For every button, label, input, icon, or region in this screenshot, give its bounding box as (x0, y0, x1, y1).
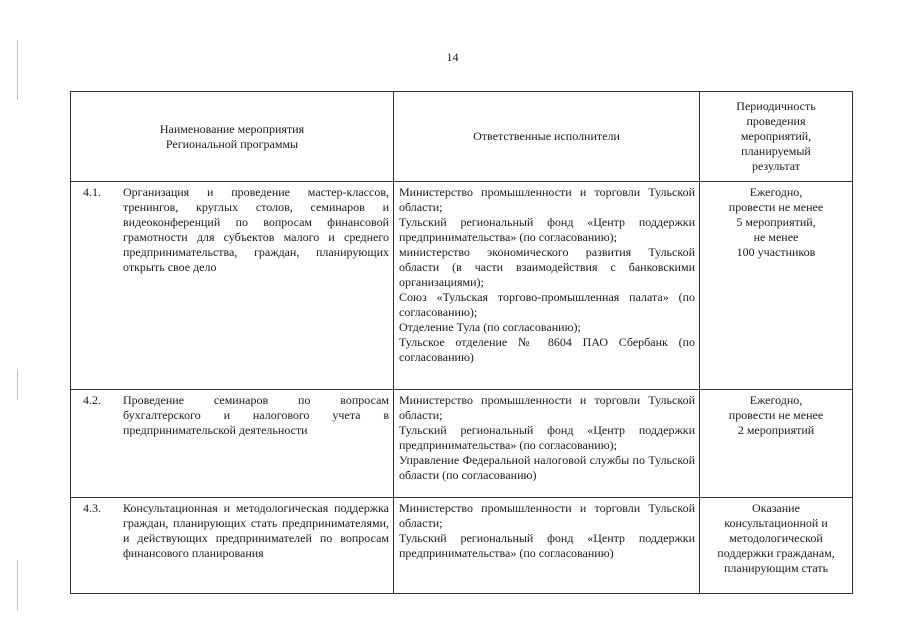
header-line: Наименование мероприятия (159, 121, 305, 136)
activity-cell (71, 182, 394, 390)
program-activities-table (70, 91, 853, 594)
header-line: результат (751, 159, 801, 173)
header-activity-name (71, 92, 394, 182)
activity-name: Консультационная и методологическая поддержка граждан, планирующих стать предпринимателями, и действующих предпринимателей по вопросам финансового планирования (123, 501, 389, 560)
table-row (71, 182, 853, 390)
executors-cell (394, 498, 700, 594)
executor-item: Тульский региональный фонд «Центр поддержки предпринимательства» (по согласованию); (399, 215, 695, 244)
activity-cell (71, 498, 394, 594)
result-line: 100 участников (736, 245, 816, 259)
result-cell (700, 498, 853, 594)
result-cell (700, 182, 853, 390)
executor-item: Министерство промышленности и торговли Тульской области; (399, 393, 695, 422)
result-line: провести не менее (728, 200, 824, 214)
header-periodicity (700, 92, 853, 182)
table-header-row (71, 92, 853, 182)
result-line: 5 мероприятий, (736, 215, 816, 229)
executor-item: Министерство промышленности и торговли Тульской области; (399, 185, 695, 214)
executors-cell (394, 390, 700, 498)
header-line: мероприятий, (740, 129, 812, 143)
executor-item: Управление Федеральной налоговой службы по Тульской области (по согласованию) (399, 453, 695, 482)
activity-cell (71, 390, 394, 498)
executor-item: Отделение Тула (по согласованию); (399, 320, 581, 334)
result-line: поддержки гражданам, (717, 546, 835, 560)
executor-item: Тульский региональный фонд «Центр поддержки предпринимательства» (по согласованию) (399, 531, 695, 560)
executor-item: Министерство промышленности и торговли Тульской области; (399, 501, 695, 530)
activity-number: 4.2. (83, 393, 101, 407)
executors-cell (394, 182, 700, 390)
result-line: 2 мероприятий (737, 423, 815, 437)
result-cell (700, 390, 853, 498)
table-row (71, 390, 853, 498)
result-line: Ежегодно, (749, 393, 803, 407)
activity-name: Проведение семинаров по вопросам бухгалтерского и налогового учета в предпринимательской деятельности (123, 393, 389, 437)
header-line: Региональной программы (165, 136, 299, 151)
activity-number: 4.3. (83, 501, 101, 515)
result-line: провести не менее (728, 408, 824, 422)
executor-item: Союз «Тульская торгово-промышленная палата» (по согласованию); (399, 290, 695, 319)
table-row (71, 498, 853, 594)
activity-name: Организация и проведение мастер-классов, тренингов, круглых столов, семинаров и видеоконференций по вопросам финансовой грамотности для субъектов малого и среднего предпринимательства, граждан, планирующих открыть свое дело (123, 185, 389, 274)
header-line: проведения (746, 114, 806, 128)
result-line: консультационной и (724, 516, 828, 530)
margin-mark (17, 560, 18, 610)
executor-item: министерство экономического развития Тульской области (в части взаимодействия с банковскими организациями); (399, 245, 695, 289)
result-line: Ежегодно, (749, 185, 803, 199)
result-line: методологической (729, 531, 823, 545)
header-line: Ответственные исполнители (473, 129, 620, 143)
result-line: Оказание (752, 501, 800, 515)
header-executors (394, 92, 700, 182)
page-number: 14 (446, 50, 459, 64)
header-line: планируемый (741, 144, 811, 158)
result-line: не менее (753, 230, 799, 244)
result-line: планирующим стать (723, 561, 829, 575)
executor-item: Тульское отделение № 8604 ПАО Сбербанк (по согласованию) (399, 335, 695, 364)
executor-item: Тульский региональный фонд «Центр поддержки предпринимательства» (по согласованию); (399, 423, 695, 452)
activity-number: 4.1. (83, 185, 101, 199)
header-line: Периодичность (736, 99, 816, 113)
margin-mark (17, 40, 18, 100)
margin-mark (17, 370, 18, 400)
